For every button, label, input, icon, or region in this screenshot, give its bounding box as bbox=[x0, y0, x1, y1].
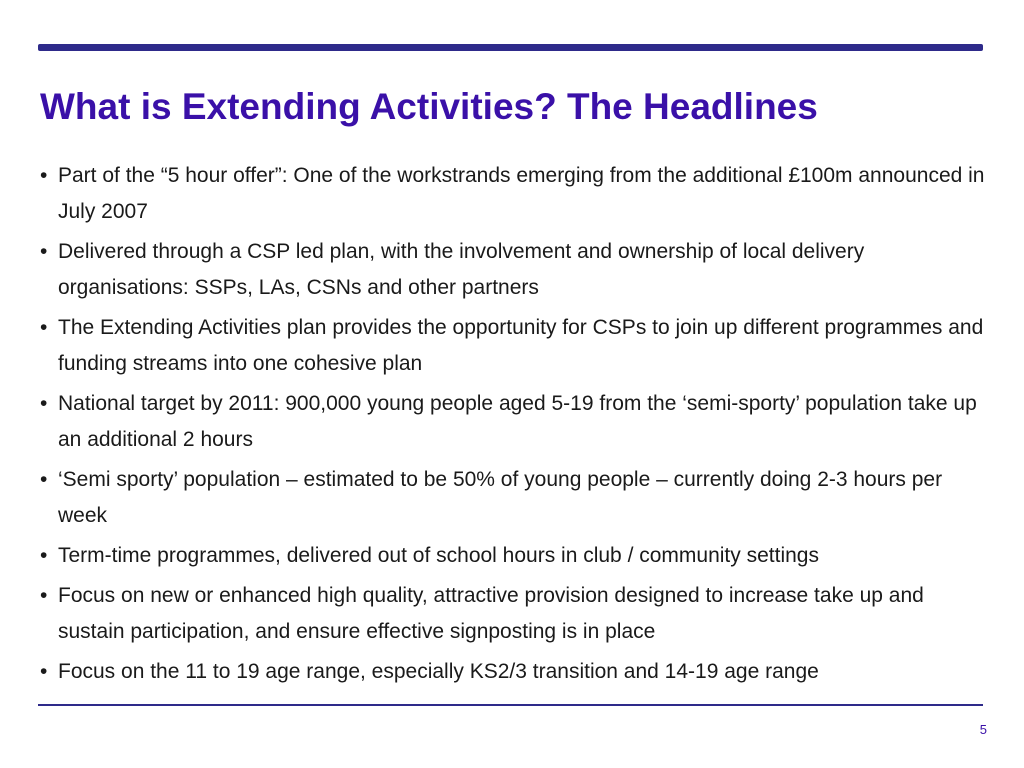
bullet-marker: • bbox=[40, 584, 48, 607]
bullet-item bbox=[34, 538, 994, 574]
bullet-item bbox=[34, 578, 994, 650]
bullet-text: Part of the “5 hour offer”: One of the workstrands emerging from the additional £100m announced in July 2007 bbox=[58, 164, 985, 223]
bullet-text: Delivered through a CSP led plan, with the involvement and ownership of local delivery organisations: SSPs, LAs, CSNs and other partners bbox=[58, 240, 865, 299]
bullet-item bbox=[34, 158, 994, 230]
bullet-list bbox=[34, 158, 994, 694]
bullet-marker: • bbox=[40, 468, 48, 491]
bullet-item bbox=[34, 654, 994, 690]
bullet-text: Term-time programmes, delivered out of school hours in club / community settings bbox=[58, 544, 819, 567]
bullet-marker: • bbox=[40, 240, 48, 263]
bullet-marker: • bbox=[40, 392, 48, 415]
bullet-item bbox=[34, 462, 994, 534]
bullet-text: National target by 2011: 900,000 young people aged 5-19 from the ‘semi-sporty’ population take up an additional 2 hours bbox=[58, 392, 977, 451]
bullet-marker: • bbox=[40, 544, 48, 567]
page-number: 5 bbox=[979, 722, 987, 737]
bullet-marker: • bbox=[40, 164, 48, 187]
slide-title: What is Extending Activities? The Headlines bbox=[40, 86, 818, 127]
bullet-item bbox=[34, 234, 994, 306]
bullet-item bbox=[34, 386, 994, 458]
bullet-text: ‘Semi sporty’ population – estimated to be 50% of young people – currently doing 2-3 hours per week bbox=[58, 468, 943, 527]
bullet-text: Focus on new or enhanced high quality, attractive provision designed to increase take up and sustain participation, and ensure effective signposting is in place bbox=[58, 584, 924, 643]
bullet-marker: • bbox=[40, 660, 48, 683]
top-divider-rule bbox=[38, 44, 983, 51]
bullet-item bbox=[34, 310, 994, 382]
bullet-marker: • bbox=[40, 316, 48, 339]
bottom-divider-rule bbox=[38, 704, 983, 706]
bullet-text: The Extending Activities plan provides the opportunity for CSPs to join up different programmes and funding streams into one cohesive plan bbox=[58, 316, 984, 375]
bullet-text: Focus on the 11 to 19 age range, especially KS2/3 transition and 14-19 age range bbox=[58, 660, 819, 683]
